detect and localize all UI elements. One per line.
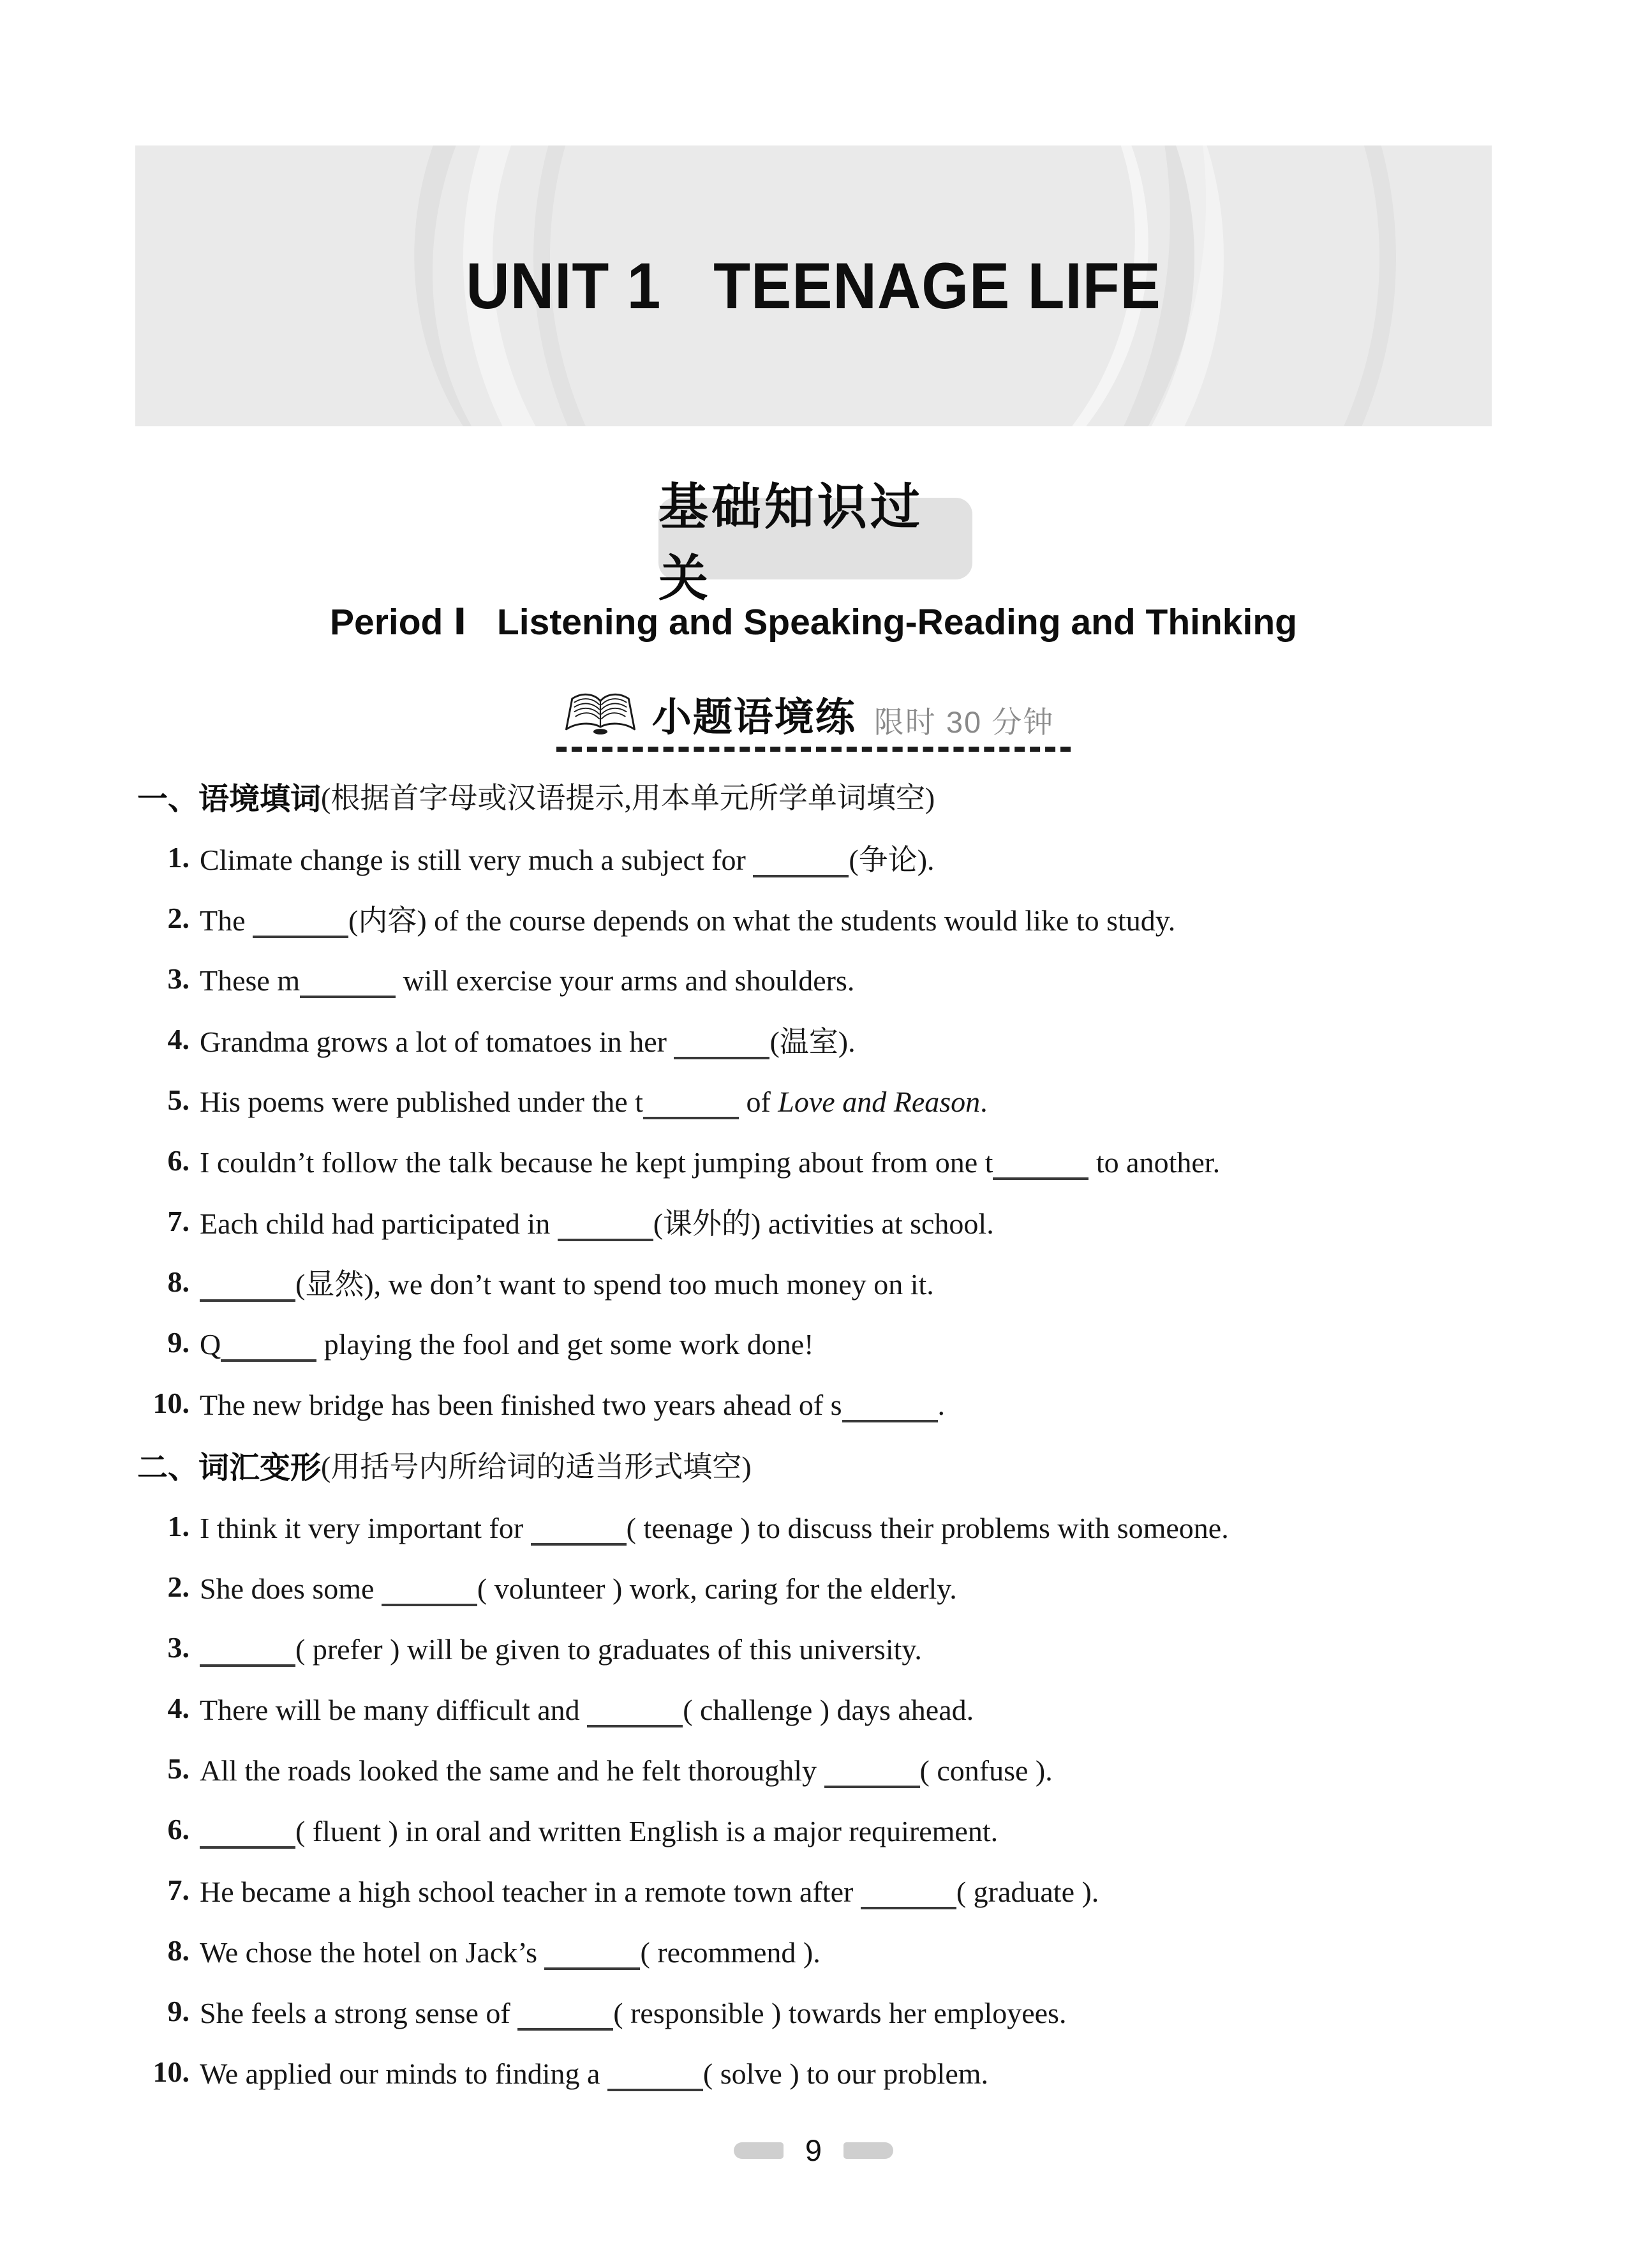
text-fragment: ( fluent ) in oral and written English is a major requirement. bbox=[295, 1815, 999, 1847]
text-fragment: ( prefer ) will be given to graduates of this university. bbox=[295, 1633, 922, 1666]
answer-blank[interactable] bbox=[674, 1029, 769, 1059]
text-fragment: ( recommend ). bbox=[640, 1936, 821, 1969]
exercise-item bbox=[137, 1920, 1503, 1981]
item-text bbox=[200, 1200, 994, 1242]
exercise-item bbox=[137, 1191, 1503, 1251]
answer-blank[interactable] bbox=[300, 967, 396, 998]
item-number: 7. bbox=[167, 1874, 189, 1906]
exercise-banner-inner bbox=[556, 688, 1071, 752]
text-fragment: . bbox=[848, 1025, 856, 1058]
item-number: 8. bbox=[167, 1934, 189, 1967]
exercise-item bbox=[137, 1009, 1503, 1070]
item-text bbox=[200, 1081, 988, 1119]
exercise-item bbox=[137, 1738, 1503, 1799]
text-fragment: We chose the hotel on Jack’s bbox=[200, 1936, 545, 1969]
text-fragment: There will be many difficult and bbox=[200, 1694, 588, 1726]
item-text bbox=[200, 1689, 974, 1727]
answer-blank[interactable] bbox=[607, 2061, 703, 2091]
item-text bbox=[200, 1568, 957, 1606]
item-number: 8. bbox=[167, 1265, 189, 1298]
text-fragment: She feels a strong sense of bbox=[200, 1997, 518, 2029]
text-fragment: playing the fool and get some work done! bbox=[316, 1328, 814, 1361]
text-fragment: ( confuse ). bbox=[919, 1754, 1053, 1787]
answer-blank[interactable] bbox=[517, 2000, 613, 2031]
section-title: 二、词汇变形 bbox=[137, 1451, 322, 1485]
item-number: 9. bbox=[167, 1995, 189, 2027]
item-number: 1. bbox=[167, 841, 189, 874]
answer-blank[interactable] bbox=[824, 1757, 920, 1788]
text-fragment: Climate change is still very much a subject for bbox=[200, 843, 754, 876]
exercise-item bbox=[137, 1617, 1503, 1678]
item-number: 4. bbox=[167, 1023, 189, 1056]
answer-blank[interactable] bbox=[221, 1331, 316, 1362]
exercise-item bbox=[137, 1312, 1503, 1373]
text-fragment: of the course depends on what the students would like to study. bbox=[426, 904, 1176, 937]
answer-blank[interactable] bbox=[382, 1576, 477, 1606]
item-text bbox=[200, 1018, 856, 1061]
answer-blank[interactable] bbox=[587, 1697, 683, 1727]
footer-decoration-right bbox=[843, 2142, 893, 2159]
text-fragment: Q bbox=[200, 1328, 221, 1361]
answer-blank[interactable] bbox=[200, 1636, 295, 1667]
section-hint: (用括号内所给词的适当形式填空) bbox=[321, 1451, 752, 1483]
text-fragment: ( graduate ). bbox=[956, 1876, 1099, 1908]
item-number: 6. bbox=[167, 1813, 189, 1846]
item-number: 4. bbox=[167, 1692, 189, 1724]
footer-decoration-left bbox=[734, 2142, 784, 2159]
exercise-item bbox=[137, 888, 1503, 948]
text-fragment: activities at school. bbox=[761, 1207, 994, 1240]
item-number: 6. bbox=[167, 1144, 189, 1177]
exercise-item bbox=[137, 1556, 1503, 1617]
item-text bbox=[200, 1629, 922, 1666]
period-heading: Period Ⅰ Listening and Speaking-Reading and Thinking bbox=[330, 602, 1297, 643]
section-heading bbox=[137, 765, 1503, 827]
text-fragment: , we don’t want to spend too much money on it. bbox=[373, 1267, 934, 1301]
chinese-hint: (显然) bbox=[295, 1267, 374, 1301]
answer-blank[interactable] bbox=[753, 847, 849, 877]
text-fragment: to another. bbox=[1088, 1146, 1221, 1179]
item-text bbox=[200, 1750, 1053, 1787]
text-fragment: We applied our minds to finding a bbox=[200, 2057, 607, 2090]
answer-blank[interactable] bbox=[861, 1879, 956, 1909]
answer-blank[interactable] bbox=[200, 1271, 295, 1302]
text-fragment: . bbox=[937, 1389, 946, 1421]
answer-blank[interactable] bbox=[993, 1149, 1088, 1180]
text-fragment: The new bridge has been finished two years ahead of s bbox=[200, 1389, 842, 1421]
item-text bbox=[200, 1932, 821, 1969]
item-number: 5. bbox=[167, 1084, 189, 1116]
item-number: 5. bbox=[167, 1752, 189, 1785]
answer-blank[interactable] bbox=[558, 1211, 653, 1241]
text-fragment: ( responsible ) towards her employees. bbox=[613, 1997, 1067, 2029]
unit-title: UNIT 1 TEENAGE LIFE bbox=[466, 249, 1161, 322]
item-number: 1. bbox=[167, 1510, 189, 1542]
text-fragment: The bbox=[200, 904, 253, 937]
exercise-item bbox=[137, 827, 1503, 888]
text-fragment: Each child had participated in bbox=[200, 1207, 558, 1240]
exercise-item bbox=[137, 1070, 1503, 1130]
page-footer bbox=[0, 2133, 1627, 2168]
text-fragment: ( teenage ) to discuss their problems with someone. bbox=[626, 1512, 1229, 1544]
section-hint: (根据首字母或汉语提示,用本单元所学单词填空) bbox=[321, 782, 935, 814]
text-fragment: ( solve ) to our problem. bbox=[702, 2057, 989, 2090]
exercise-item bbox=[137, 1373, 1503, 1433]
item-number: 2. bbox=[167, 1570, 189, 1603]
item-text bbox=[200, 1992, 1066, 2030]
text-fragment: Grandma grows a lot of tomatoes in her bbox=[200, 1025, 674, 1058]
page-number: 9 bbox=[805, 2133, 822, 2167]
item-text bbox=[200, 1507, 1229, 1545]
section-title: 一、语境填词 bbox=[137, 782, 322, 816]
item-number: 10. bbox=[152, 2055, 189, 2088]
item-text bbox=[200, 837, 935, 879]
answer-blank[interactable] bbox=[544, 1939, 640, 1970]
text-fragment: . bbox=[980, 1086, 988, 1118]
section-badge-label: 基础知识过关 bbox=[658, 479, 924, 606]
item-number: 7. bbox=[167, 1205, 189, 1237]
exercise-item bbox=[137, 1130, 1503, 1191]
exercise-item bbox=[137, 1678, 1503, 1738]
section-badge bbox=[658, 479, 972, 606]
exercise-item bbox=[137, 1981, 1503, 2041]
item-number: 2. bbox=[167, 902, 189, 934]
item-number: 9. bbox=[167, 1326, 189, 1359]
text-fragment: These m bbox=[200, 964, 301, 997]
exercise-item bbox=[137, 1496, 1503, 1556]
text-fragment: His poems were published under the t bbox=[200, 1086, 643, 1118]
item-text bbox=[200, 1142, 1220, 1179]
answer-blank[interactable] bbox=[253, 907, 348, 938]
exercise-item bbox=[137, 2041, 1503, 2102]
exercise-item bbox=[137, 948, 1503, 1009]
answer-blank[interactable] bbox=[200, 1818, 295, 1849]
text-fragment: ( volunteer ) work, caring for the elderly. bbox=[477, 1572, 957, 1605]
text-fragment: of bbox=[738, 1086, 778, 1118]
item-text bbox=[200, 1384, 945, 1422]
exercise-banner bbox=[0, 688, 1627, 752]
exercise-item bbox=[137, 1860, 1503, 1920]
unit-banner bbox=[135, 145, 1492, 426]
answer-blank[interactable] bbox=[842, 1392, 938, 1422]
item-text bbox=[200, 960, 854, 997]
item-text bbox=[200, 2053, 988, 2091]
answer-blank[interactable] bbox=[531, 1515, 627, 1546]
exercise-item bbox=[137, 1251, 1503, 1312]
item-text bbox=[200, 1810, 998, 1848]
italic-book-title: Love and Reason bbox=[778, 1086, 981, 1118]
item-text bbox=[200, 1871, 1099, 1909]
text-fragment: I couldn’t follow the talk because he kept jumping about from one t bbox=[200, 1146, 993, 1179]
open-book-icon bbox=[563, 688, 638, 738]
text-fragment: will exercise your arms and shoulders. bbox=[396, 964, 855, 997]
item-text bbox=[200, 1324, 814, 1361]
chinese-hint: (争论) bbox=[849, 843, 928, 876]
text-fragment: . bbox=[927, 843, 935, 876]
item-number: 3. bbox=[167, 962, 189, 995]
chinese-hint: (温室) bbox=[769, 1025, 849, 1058]
answer-blank[interactable] bbox=[643, 1089, 739, 1119]
text-fragment: ( challenge ) days ahead. bbox=[683, 1694, 974, 1726]
text-fragment: I think it very important for bbox=[200, 1512, 531, 1544]
text-fragment: He became a high school teacher in a remote town after bbox=[200, 1876, 861, 1908]
item-number: 10. bbox=[152, 1387, 189, 1419]
exercise-item bbox=[137, 1799, 1503, 1860]
time-limit-label: 限时 30 分钟 bbox=[873, 705, 1055, 739]
exercise-title: 小题语境练 bbox=[651, 696, 856, 740]
chinese-hint: (内容) bbox=[348, 904, 427, 937]
text-fragment: She does some bbox=[200, 1572, 382, 1605]
chinese-hint: (课外的) bbox=[653, 1207, 761, 1240]
item-text bbox=[200, 1261, 934, 1303]
text-fragment: All the roads looked the same and he felt thoroughly bbox=[200, 1754, 824, 1787]
item-text bbox=[200, 897, 1175, 939]
section-heading bbox=[137, 1433, 1503, 1496]
exercise-content bbox=[137, 765, 1503, 2102]
item-number: 3. bbox=[167, 1631, 189, 1664]
